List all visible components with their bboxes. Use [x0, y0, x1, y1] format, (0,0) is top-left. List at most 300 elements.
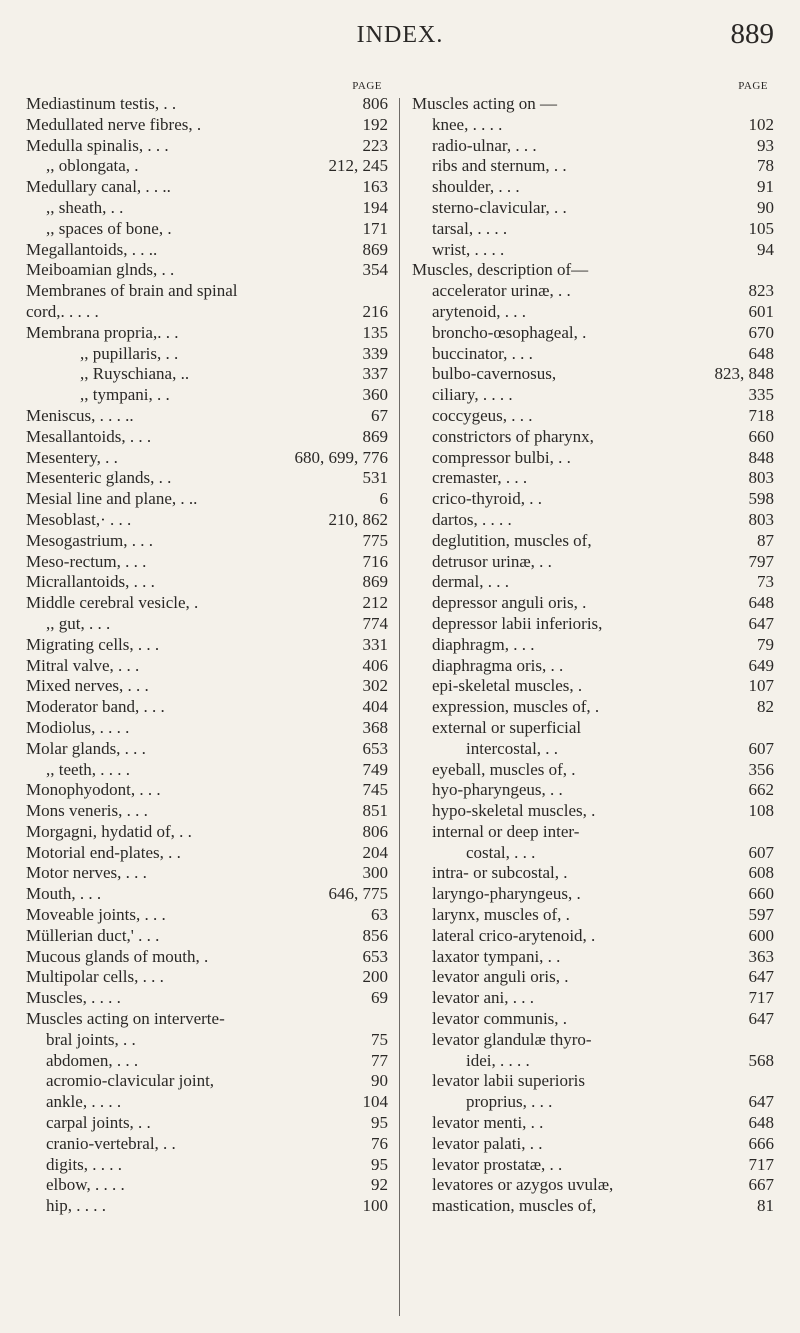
entry-term: Mitral valve, . . . — [26, 655, 140, 675]
page-header — [0, 18, 800, 58]
entry-term: radio-ulnar, . . . — [432, 135, 537, 155]
index-entry — [26, 344, 388, 365]
entry-term: Medullated nerve fibres, . — [26, 114, 202, 134]
entry-term: Mesial line and plane, . .. — [26, 489, 198, 509]
index-entry — [412, 323, 774, 344]
entry-term: epi-skeletal muscles, . — [432, 676, 583, 696]
entry-page-ref: 600 — [748, 925, 774, 945]
index-entry — [26, 281, 388, 302]
index-entry — [412, 905, 774, 926]
entry-page-ref: 531 — [362, 468, 388, 488]
entry-term: eyeball, muscles of, . — [432, 759, 576, 779]
entry-page-ref: 856 — [362, 925, 388, 945]
entry-term: Multipolar cells, . . . — [26, 967, 164, 987]
entry-term: intra- or subcostal, . — [432, 863, 568, 883]
entry-term: cord,. . . . . — [26, 301, 99, 321]
entry-term: Motor nerves, . . . — [26, 863, 147, 883]
entry-page-ref: 666 — [748, 1133, 774, 1153]
entry-term: laryngo-pharyngeus, . — [432, 884, 581, 904]
entry-term: levator ani, . . . — [432, 988, 534, 1008]
entry-page-ref: 93 — [757, 135, 774, 155]
index-entry — [26, 1071, 388, 1092]
entry-term: diaphragma oris, . . — [432, 655, 564, 675]
entry-term: Megallantoids, . . .. — [26, 239, 158, 259]
entry-page-ref: 607 — [748, 738, 774, 758]
entry-page-ref: 302 — [362, 676, 388, 696]
index-entry — [26, 1009, 388, 1030]
page-title: INDEX. — [356, 22, 444, 48]
entry-term: coccygeus, . . . — [432, 405, 533, 425]
entry-term: buccinator, . . . — [432, 343, 533, 363]
index-entry — [26, 967, 388, 988]
entry-term: bulbo-cavernosus, — [432, 364, 557, 384]
entry-term: Muscles, description of— — [412, 260, 589, 280]
index-entry — [412, 656, 774, 677]
index-entry — [412, 406, 774, 427]
index-entry — [26, 531, 388, 552]
entry-term: Mixed nerves, . . . — [26, 676, 149, 696]
index-entry — [412, 448, 774, 469]
entry-page-ref: 82 — [757, 697, 774, 717]
entry-page-ref: 104 — [362, 1092, 388, 1112]
entry-term: ,, tympani, . . — [80, 385, 170, 405]
entry-term: internal or deep inter- — [432, 821, 580, 841]
entry-term: bral joints, . . — [46, 1029, 136, 1049]
index-entry — [412, 1175, 774, 1196]
index-entry — [26, 843, 388, 864]
index-entry — [412, 219, 774, 240]
index-entry — [412, 94, 774, 115]
entry-term: ankle, . . . . — [46, 1092, 122, 1112]
entry-term: levator glandulæ thyro- — [432, 1029, 592, 1049]
entry-page-ref: 107 — [748, 676, 774, 696]
index-entry — [412, 780, 774, 801]
entry-term: larynx, muscles of, . — [432, 905, 570, 925]
index-entry — [26, 905, 388, 926]
index-list — [412, 94, 774, 1217]
entry-term: mastication, muscles of, — [432, 1196, 597, 1216]
entry-page-ref: 775 — [362, 530, 388, 550]
entry-page-ref: 648 — [748, 343, 774, 363]
entry-page-ref: 6 — [379, 489, 388, 509]
entry-page-ref: 331 — [362, 634, 388, 654]
entry-term: constrictors of pharynx, — [432, 426, 594, 446]
index-entry — [26, 739, 388, 760]
entry-page-ref: 75 — [371, 1029, 388, 1049]
entry-term: Medulla spinalis, . . . — [26, 135, 169, 155]
entry-page-ref: 745 — [362, 780, 388, 800]
entry-term: levator prostatæ, . . — [432, 1154, 563, 1174]
entry-page-ref: 718 — [748, 405, 774, 425]
index-entry — [412, 281, 774, 302]
entry-page-ref: 601 — [748, 301, 774, 321]
entry-page-ref: 568 — [748, 1050, 774, 1070]
entry-term: costal, . . . — [466, 842, 536, 862]
index-entry — [412, 739, 774, 760]
entry-page-ref: 100 — [362, 1196, 388, 1216]
entry-page-ref: 360 — [362, 385, 388, 405]
entry-page-ref: 339 — [362, 343, 388, 363]
entry-term: compressor bulbi, . . — [432, 447, 571, 467]
entry-term: carpal joints, . . — [46, 1113, 151, 1133]
entry-page-ref: 607 — [748, 842, 774, 862]
entry-term: elbow, . . . . — [46, 1175, 125, 1195]
entry-page-ref: 653 — [362, 738, 388, 758]
index-entry — [412, 302, 774, 323]
entry-term: broncho-œsophageal, . — [432, 322, 587, 342]
entry-term: cranio-vertebral, . . — [46, 1133, 176, 1153]
index-entry — [26, 448, 388, 469]
entry-page-ref: 77 — [371, 1050, 388, 1070]
index-entry — [26, 614, 388, 635]
page-column-label: PAGE — [738, 80, 768, 92]
entry-page-ref: 647 — [748, 1009, 774, 1029]
index-entry — [26, 988, 388, 1009]
index-entry — [26, 1030, 388, 1051]
entry-page-ref: 163 — [362, 177, 388, 197]
entry-term: Muscles acting on — — [412, 94, 557, 113]
index-entry — [412, 926, 774, 947]
entry-page-ref: 660 — [748, 426, 774, 446]
entry-page-ref: 78 — [757, 156, 774, 176]
index-entry — [412, 240, 774, 261]
index-entry — [412, 572, 774, 593]
index-entry — [412, 822, 774, 843]
index-entry — [412, 1092, 774, 1113]
entry-page-ref: 76 — [371, 1133, 388, 1153]
entry-term: detrusor urinæ, . . — [432, 551, 552, 571]
entry-page-ref: 869 — [362, 239, 388, 259]
index-entry — [26, 323, 388, 344]
entry-term: Mucous glands of mouth, . — [26, 946, 209, 966]
entry-page-ref: 335 — [748, 385, 774, 405]
index-entry — [26, 926, 388, 947]
entry-page-ref: 210, 862 — [328, 509, 388, 529]
entry-term: hypo-skeletal muscles, . — [432, 801, 596, 821]
entry-term: external or superficial — [432, 717, 582, 737]
entry-page-ref: 648 — [748, 1113, 774, 1133]
index-entry — [412, 947, 774, 968]
index-entry — [26, 489, 388, 510]
index-entry — [412, 156, 774, 177]
entry-term: Molar glands, . . . — [26, 738, 146, 758]
page-column-label: PAGE — [352, 80, 382, 92]
entry-page-ref: 647 — [748, 967, 774, 987]
entry-term: Mesogastrium, . . . — [26, 530, 154, 550]
entry-term: ,, gut, . . . — [46, 613, 111, 633]
index-entry — [26, 822, 388, 843]
entry-page-ref: 94 — [757, 239, 774, 259]
index-entry — [26, 1092, 388, 1113]
entry-page-ref: 108 — [748, 801, 774, 821]
entry-term: levator palati, . . — [432, 1133, 543, 1153]
entry-term: hip, . . . . — [46, 1196, 106, 1216]
entry-page-ref: 204 — [362, 842, 388, 862]
index-entry — [26, 552, 388, 573]
index-entry — [412, 988, 774, 1009]
entry-term: acromio-clavicular joint, — [46, 1071, 215, 1091]
entry-term: levator labii superioris — [432, 1071, 585, 1091]
index-entry — [412, 593, 774, 614]
entry-term: sterno-clavicular, . . — [432, 197, 567, 217]
index-entry — [26, 156, 388, 177]
index-entry — [26, 136, 388, 157]
index-entry — [412, 967, 774, 988]
index-entry — [412, 614, 774, 635]
entry-term: intercostal, . . — [466, 738, 559, 758]
entry-term: wrist, . . . . — [432, 239, 505, 259]
entry-term: Moderator band, . . . — [26, 697, 165, 717]
entry-term: idei, . . . . — [466, 1050, 530, 1070]
index-entry — [26, 406, 388, 427]
index-entry — [412, 198, 774, 219]
entry-term: Migrating cells, . . . — [26, 634, 160, 654]
entry-page-ref: 337 — [362, 364, 388, 384]
entry-page-ref: 73 — [757, 572, 774, 592]
entry-page-ref: 354 — [362, 260, 388, 280]
entry-page-ref: 63 — [371, 905, 388, 925]
index-entry — [26, 863, 388, 884]
entry-term: Muscles, . . . . — [26, 988, 121, 1008]
entry-term: hyo-pharyngeus, . . — [432, 780, 563, 800]
index-entry — [412, 385, 774, 406]
index-entry — [412, 884, 774, 905]
entry-term: knee, . . . . — [432, 114, 503, 134]
entry-page-ref: 356 — [748, 759, 774, 779]
entry-page-ref: 806 — [362, 821, 388, 841]
index-entry — [26, 364, 388, 385]
index-entry — [26, 94, 388, 115]
entry-page-ref: 192 — [362, 114, 388, 134]
entry-term: ,, teeth, . . . . — [46, 759, 131, 779]
entry-page-ref: 869 — [362, 426, 388, 446]
entry-page-ref: 105 — [748, 218, 774, 238]
entry-page-ref: 667 — [748, 1175, 774, 1195]
entry-page-ref: 803 — [748, 468, 774, 488]
index-entry — [412, 468, 774, 489]
entry-term: Membrana propria,. . . — [26, 322, 179, 342]
index-entry — [26, 260, 388, 281]
index-entry — [412, 364, 774, 385]
entry-term: Meniscus, . . . .. — [26, 405, 134, 425]
index-entry — [26, 1134, 388, 1155]
entry-page-ref: 869 — [362, 572, 388, 592]
entry-term: dermal, . . . — [432, 572, 509, 592]
entry-term: Mesoblast,· . . . — [26, 509, 132, 529]
entry-page-ref: 406 — [362, 655, 388, 675]
entry-page-ref: 90 — [371, 1071, 388, 1091]
index-entry — [26, 115, 388, 136]
entry-term: Medullary canal, . . .. — [26, 177, 171, 197]
entry-term: ,, Ruyschiana, .. — [80, 364, 190, 384]
entry-page-ref: 806 — [362, 94, 388, 113]
index-entry — [26, 718, 388, 739]
entry-term: accelerator urinæ, . . — [432, 281, 571, 301]
entry-page-ref: 597 — [748, 905, 774, 925]
index-entry — [26, 635, 388, 656]
index-entry — [26, 385, 388, 406]
index-entry — [26, 177, 388, 198]
index-entry — [412, 1155, 774, 1176]
index-entry — [412, 1071, 774, 1092]
entry-term: Mesenteric glands, . . — [26, 468, 172, 488]
index-entry — [412, 177, 774, 198]
index-entry — [412, 552, 774, 573]
entry-page-ref: 135 — [362, 322, 388, 342]
entry-term: Mesallantoids, . . . — [26, 426, 152, 446]
entry-term: levator anguli oris, . — [432, 967, 569, 987]
index-entry — [412, 843, 774, 864]
entry-term: depressor anguli oris, . — [432, 593, 587, 613]
entry-term: proprius, . . . — [466, 1092, 553, 1112]
entry-page-ref: 200 — [362, 967, 388, 987]
index-entry — [26, 1175, 388, 1196]
entry-page-ref: 95 — [371, 1113, 388, 1133]
index-entry — [412, 531, 774, 552]
entry-page-ref: 716 — [362, 551, 388, 571]
index-entry — [412, 136, 774, 157]
entry-page-ref: 680, 699, 776 — [294, 447, 388, 467]
index-entry — [26, 510, 388, 531]
entry-term: ,, spaces of bone, . — [46, 218, 172, 238]
entry-term: Mouth, . . . — [26, 884, 102, 904]
entry-page-ref: 749 — [362, 759, 388, 779]
entry-page-ref: 653 — [362, 946, 388, 966]
entry-page-ref: 81 — [757, 1196, 774, 1216]
entry-page-ref: 797 — [748, 551, 774, 571]
index-entry — [26, 219, 388, 240]
index-entry — [412, 697, 774, 718]
entry-term: Müllerian duct,' . . . — [26, 925, 160, 945]
entry-page-ref: 823, 848 — [714, 364, 774, 384]
entry-term: levator communis, . — [432, 1009, 568, 1029]
entry-page-ref: 647 — [748, 1092, 774, 1112]
index-entry — [26, 676, 388, 697]
entry-term: tarsal, . . . . — [432, 218, 508, 238]
entry-page-ref: 649 — [748, 655, 774, 675]
entry-page-ref: 223 — [362, 135, 388, 155]
entry-term: Modiolus, . . . . — [26, 717, 130, 737]
entry-term: Morgagni, hydatid of, . . — [26, 821, 192, 841]
entry-term: diaphragm, . . . — [432, 634, 535, 654]
entry-page-ref: 212 — [362, 593, 388, 613]
entry-page-ref: 823 — [748, 281, 774, 301]
entry-term: arytenoid, . . . — [432, 301, 526, 321]
column-divider — [399, 98, 400, 1316]
entry-page-ref: 660 — [748, 884, 774, 904]
entry-term: ,, pupillaris, . . — [80, 343, 179, 363]
entry-page-ref: 171 — [362, 218, 388, 238]
entry-term: cremaster, . . . — [432, 468, 528, 488]
entry-page-ref: 848 — [748, 447, 774, 467]
entry-page-ref: 647 — [748, 613, 774, 633]
index-entry — [26, 884, 388, 905]
index-entry — [26, 427, 388, 448]
index-entry — [26, 468, 388, 489]
entry-page-ref: 92 — [371, 1175, 388, 1195]
index-column-left — [26, 78, 388, 1217]
entry-page-ref: 212, 245 — [328, 156, 388, 176]
entry-term: abdomen, . . . — [46, 1050, 139, 1070]
entry-page-ref: 717 — [748, 1154, 774, 1174]
entry-page-ref: 646, 775 — [328, 884, 388, 904]
entry-term: deglutition, muscles of, — [432, 530, 592, 550]
index-entry — [412, 489, 774, 510]
index-entry — [412, 1051, 774, 1072]
entry-term: depressor labii inferioris, — [432, 613, 603, 633]
entry-page-ref: 774 — [362, 613, 388, 633]
entry-term: Membranes of brain and spinal — [26, 281, 238, 301]
index-entry — [412, 1030, 774, 1051]
index-entry — [412, 427, 774, 448]
index-entry — [26, 697, 388, 718]
entry-page-ref: 91 — [757, 177, 774, 197]
entry-term: levatores or azygos uvulæ, — [432, 1175, 614, 1195]
index-entry — [26, 801, 388, 822]
entry-page-ref: 851 — [362, 801, 388, 821]
entry-term: ciliary, . . . . — [432, 385, 513, 405]
index-entry — [412, 1134, 774, 1155]
entry-page-ref: 368 — [362, 717, 388, 737]
index-entry — [412, 1113, 774, 1134]
entry-page-ref: 608 — [748, 863, 774, 883]
index-entry — [26, 656, 388, 677]
entry-term: Mediastinum testis, . . — [26, 94, 177, 113]
index-entry — [412, 1196, 774, 1217]
entry-term: Mesentery, . . — [26, 447, 118, 467]
entry-page-ref: 79 — [757, 634, 774, 654]
index-list — [26, 94, 388, 1217]
index-entry — [26, 572, 388, 593]
index-entry — [26, 1196, 388, 1217]
entry-page-ref: 598 — [748, 489, 774, 509]
index-entry — [26, 780, 388, 801]
entry-term: Middle cerebral vesicle, . — [26, 593, 199, 613]
entry-term: Monophyodont, . . . — [26, 780, 161, 800]
entry-page-ref: 216 — [362, 301, 388, 321]
entry-term: dartos, . . . . — [432, 509, 512, 529]
entry-page-ref: 194 — [362, 197, 388, 217]
entry-term: shoulder, . . . — [432, 177, 520, 197]
index-entry — [412, 863, 774, 884]
index-entry — [412, 1009, 774, 1030]
entry-term: Meiboamian glnds, . . — [26, 260, 175, 280]
entry-term: Muscles acting on interverte- — [26, 1009, 225, 1029]
index-entry — [412, 760, 774, 781]
entry-term: lateral crico-arytenoid, . — [432, 925, 596, 945]
index-entry — [26, 760, 388, 781]
index-entry — [412, 115, 774, 136]
entry-page-ref: 69 — [371, 988, 388, 1008]
entry-page-ref: 95 — [371, 1154, 388, 1174]
entry-term: Moveable joints, . . . — [26, 905, 166, 925]
index-entry — [26, 593, 388, 614]
index-entry — [412, 676, 774, 697]
index-column-right — [412, 78, 774, 1217]
entry-page-ref: 670 — [748, 322, 774, 342]
page-number: 889 — [730, 18, 774, 50]
entry-term: laxator tympani, . . — [432, 946, 561, 966]
index-entry — [412, 718, 774, 739]
entry-term: crico-thyroid, . . — [432, 489, 542, 509]
index-entry — [412, 510, 774, 531]
index-entry — [26, 1113, 388, 1134]
entry-page-ref: 102 — [748, 114, 774, 134]
entry-term: Micrallantoids, . . . — [26, 572, 155, 592]
entry-term: digits, . . . . — [46, 1154, 123, 1174]
entry-page-ref: 404 — [362, 697, 388, 717]
index-entry — [412, 635, 774, 656]
